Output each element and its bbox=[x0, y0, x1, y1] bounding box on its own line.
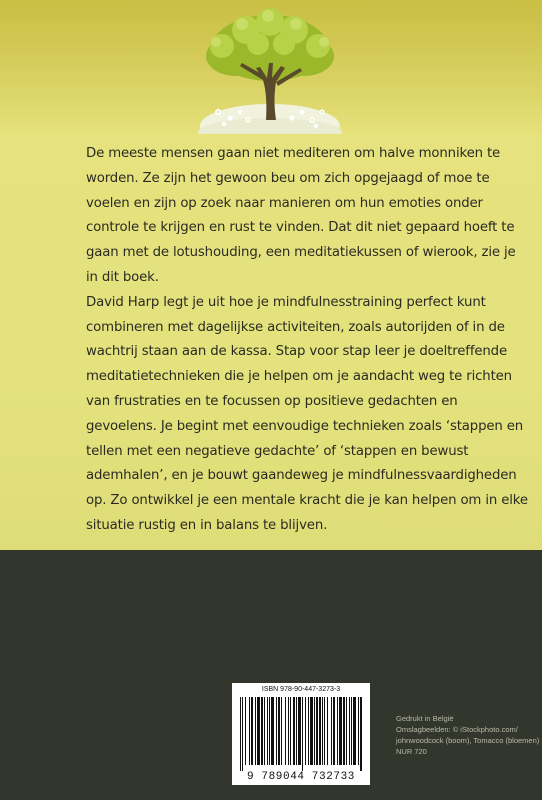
blurb-paragraph-2: David Harp legt je uit hoe je mindfulnesstraining perfect kunt combineren met dagelijkse activiteiten, zoals autorijden of in de wachtrij staan aan de kassa. Stap voor stap leer je doeltreffende meditatietechnieken die je helpen om je aandacht weg te richten van frustraties en te focussen op positieve gedachten en gevoelens. Je begint met eenvoudige technieken zoals ‘stappen en tellen met een negatieve gedachte’ of ‘stappen en bewust ademhalen’, en je bouwt gaandeweg je mindfulnessvaardigheden op. Zo ontwikkel je een mentale kracht die je kan helpen om in elke situatie rustig en in balans te blijven. bbox=[86, 294, 528, 533]
tree-icon bbox=[196, 8, 344, 134]
barcode-bar bbox=[333, 697, 335, 765]
barcode-bar bbox=[261, 697, 263, 765]
barcode-bar bbox=[337, 697, 338, 765]
printing-credits bbox=[396, 713, 540, 757]
barcode-bar bbox=[319, 697, 321, 765]
barcode-bar bbox=[353, 697, 356, 765]
isbn-barcode bbox=[232, 683, 370, 785]
barcode-bar bbox=[298, 697, 301, 765]
barcode-bars bbox=[238, 697, 364, 771]
barcode-bar bbox=[240, 697, 241, 771]
barcode-bar bbox=[327, 697, 328, 765]
barcode-bar bbox=[293, 697, 295, 765]
blurb-text bbox=[86, 142, 531, 539]
credits-line-3: johnwoodcock (boom), Tomacco (bloemen) bbox=[396, 736, 540, 745]
barcode-bar bbox=[343, 697, 345, 765]
credits-line-4: NUR 720 bbox=[396, 747, 427, 756]
isbn-label: ISBN 978-90-447-3273-3 bbox=[261, 686, 341, 693]
barcode-bar bbox=[281, 697, 282, 765]
barcode-bar bbox=[242, 697, 243, 771]
barcode-digits: 9 789044 732733 bbox=[246, 771, 356, 783]
barcode-bar bbox=[324, 697, 325, 765]
barcode-bar bbox=[349, 697, 350, 765]
barcode-bar bbox=[310, 697, 313, 765]
barcode-bar bbox=[251, 697, 253, 765]
barcode-bar bbox=[257, 697, 260, 765]
barcode-bar bbox=[285, 697, 286, 765]
barcode-bar bbox=[358, 697, 359, 765]
barcode-bar bbox=[245, 697, 246, 765]
barcode-bar bbox=[255, 697, 256, 765]
barcode-bar bbox=[351, 697, 352, 765]
barcode-bar bbox=[264, 697, 265, 765]
barcode-bar bbox=[296, 697, 297, 765]
barcode-bar bbox=[271, 697, 274, 765]
barcode-bar bbox=[360, 697, 362, 771]
barcode-bar bbox=[308, 697, 309, 765]
credits-line-2: Omslagbeelden: © iStockphoto.com/ bbox=[396, 725, 518, 734]
barcode-bar bbox=[288, 697, 289, 765]
barcode-bar bbox=[302, 697, 303, 771]
barcode-bar bbox=[314, 697, 315, 765]
barcode-bar bbox=[267, 697, 268, 765]
barcode-bar bbox=[290, 697, 291, 765]
barcode-bar bbox=[322, 697, 323, 765]
barcode-bar bbox=[249, 697, 250, 765]
barcode-bar bbox=[269, 697, 270, 765]
barcode-bar bbox=[346, 697, 347, 765]
credits-line-1: Gedrukt in België bbox=[396, 714, 454, 723]
barcode-bar bbox=[331, 697, 332, 765]
barcode-bar bbox=[278, 697, 280, 765]
blurb-paragraph-1: De meeste mensen gaan niet mediteren om halve monniken te worden. Ze zijn het gewoon beu om zich opgejaagd of moe te voelen en zijn op zoek naar manieren om hun emoties onder controle te krijgen en rust te vinden. Dat dit niet gepaard hoeft te gaan met de lotushouding, een meditatiekussen of wierook, zie je in dit boek. bbox=[86, 146, 516, 285]
barcode-bar bbox=[316, 697, 318, 765]
barcode-bar bbox=[276, 697, 277, 765]
barcode-bar bbox=[305, 697, 306, 765]
barcode-bar bbox=[339, 697, 342, 765]
